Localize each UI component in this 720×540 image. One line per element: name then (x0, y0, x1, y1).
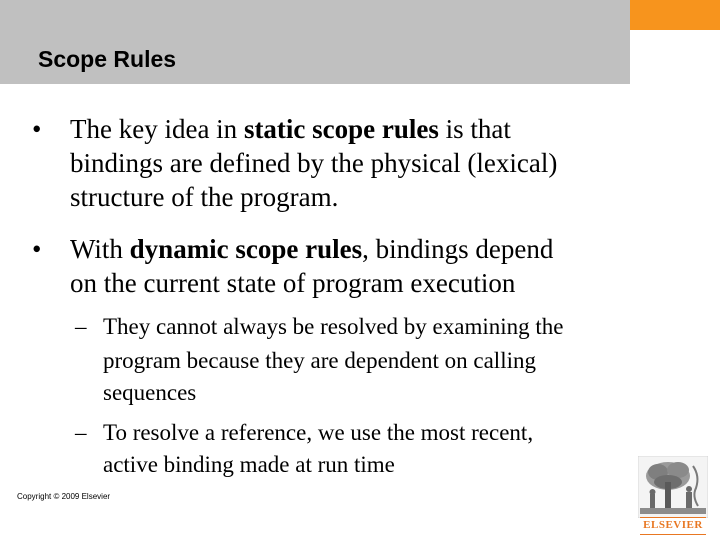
text-run: The key idea in (70, 114, 244, 144)
bold-term: static scope rules (243, 114, 439, 144)
bullet-1-line-1 (70, 112, 511, 146)
text-run: , bindings depend (362, 234, 554, 264)
logo-rule-bottom (640, 534, 706, 535)
bullet-1-line-2: bindings are defined by the physical (lexical) (70, 148, 558, 178)
bold-term: dynamic scope rules (129, 234, 363, 264)
copyright-notice: Copyright © 2009 Elsevier (17, 492, 111, 501)
bullet-2-line-2: on the current state of program execution (70, 268, 516, 298)
sub-bullet-2-line-1: To resolve a reference, we use the most recent, (103, 420, 534, 445)
text-run: With (70, 234, 130, 264)
bullet-marker: • (32, 234, 42, 264)
sub-bullet-marker: – (75, 420, 87, 445)
bullet-1-line-3: structure of the program. (70, 182, 339, 212)
elsevier-wordmark: ELSEVIER (643, 519, 703, 531)
elsevier-tree-icon (638, 456, 708, 518)
text-run: is that (438, 114, 511, 144)
bullet-marker: • (32, 114, 42, 144)
elsevier-logo (638, 456, 708, 536)
sub-bullet-1-line-2: program because they are dependent on calling (103, 348, 536, 373)
bullet-2-line-1 (70, 232, 553, 266)
sub-bullet-1-line-3: sequences (103, 380, 197, 405)
sub-bullet-marker: – (75, 314, 87, 339)
slide-title: Scope Rules (38, 46, 177, 72)
sub-bullet-2-line-2: active binding made at run time (103, 452, 395, 477)
logo-rule-top (640, 517, 706, 518)
sub-bullet-1-line-1: They cannot always be resolved by examining the (103, 314, 564, 339)
